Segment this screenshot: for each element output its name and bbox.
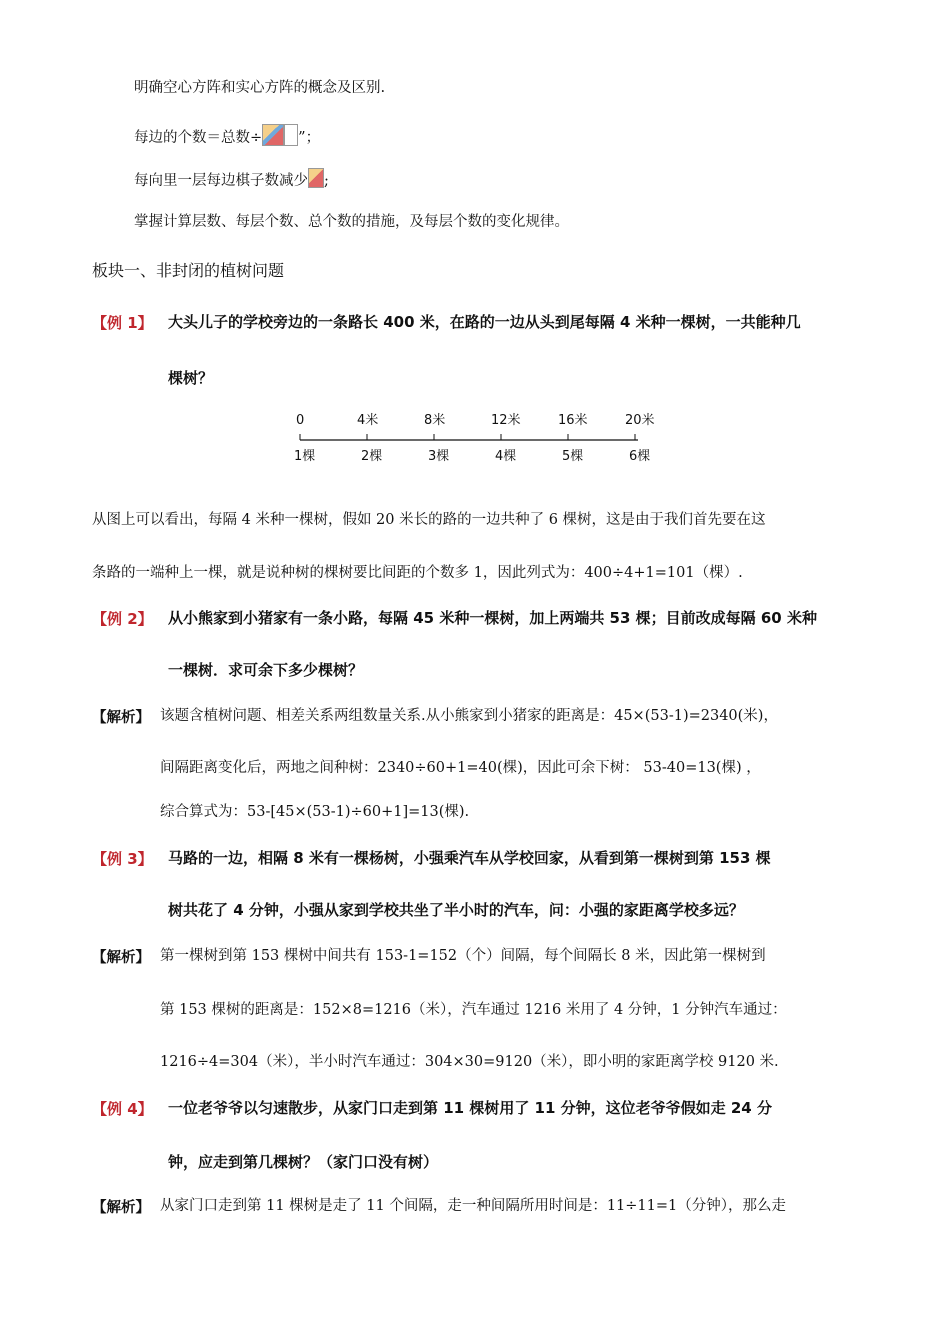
intro-line-4: 掌握计算层数、每层个数、总个数的措施，及每层个数的变化规律。 — [134, 214, 569, 230]
example-3-analysis-line-1: 第一棵树到第 153 棵树中间共有 153-1=152（个）间隔，每个间隔长 8 米，因此第一棵树到 — [160, 948, 766, 964]
example-4-analysis-tag: 【解析】 — [92, 1200, 150, 1216]
example-3-line-1: 马路的一边，相隔 8 米有一棵杨树，小强乘汽车从学校回家，从看到第一棵树到第 153 棵 — [168, 849, 771, 867]
tree-count-label: 5棵 — [562, 449, 584, 464]
distance-label: 4米 — [357, 413, 379, 428]
example-4-tag: 【例 4】 — [92, 1100, 153, 1118]
example-2-tag: 【例 2】 — [92, 610, 153, 628]
example-2-analysis-tag: 【解析】 — [92, 710, 150, 726]
example-4-line-2: 钟，应走到第几棵树？（家门口没有树） — [168, 1153, 439, 1171]
intro-line-2-text: 每边的个数＝总数÷ — [134, 130, 263, 146]
example-3-analysis-line-2: 第 153 棵树的距离是：152×8=1216（米），汽车通过 1216 米用了 4 分钟，1 分钟汽车通过： — [160, 1002, 787, 1018]
example-1-line-2: 棵树？ — [168, 369, 214, 387]
example-2-analysis-line-2: 间隔距离变化后，两地之间种树：2340÷60+1=40(棵)，因此可余下树： 53-40=13(棵) ， — [160, 760, 761, 776]
example-2-line-2: 一棵树．求可余下多少棵树？ — [168, 661, 364, 679]
intro-line-1: 明确空心方阵和实心方阵的概念及区别. — [134, 80, 386, 96]
image-placeholder-box — [284, 124, 298, 146]
distance-label: 16米 — [558, 413, 588, 428]
distance-label: 12米 — [491, 413, 521, 428]
example-1-tag: 【例 1】 — [92, 314, 153, 332]
broken-image-icon — [308, 168, 324, 188]
tree-count-label: 3棵 — [428, 449, 450, 464]
tree-count-label: 2棵 — [361, 449, 383, 464]
example-4-analysis-line-1: 从家门口走到第 11 棵树是走了 11 个间隔，走一种间隔所用时间是：11÷11=1（分钟），那么走 — [160, 1198, 787, 1214]
intro-line-3 — [134, 168, 329, 191]
example-2-analysis-line-1: 该题含植树问题、相差关系两组数量关系.从小熊家到小猪家的距离是：45×(53-1)=2340(米)， — [160, 708, 778, 724]
example-2-line-1: 从小熊家到小猪家有一条小路，每隔 45 米种一棵树，加上两端共 53 棵；目前改成每隔 60 米种 — [168, 609, 817, 627]
example-3-line-2: 树共花了 4 分钟，小强从家到学校共坐了半小时的汽车，问：小强的家距离学校多远？ — [168, 901, 744, 919]
section-title: 板块一、非封闭的植树问题 — [92, 261, 285, 280]
intro-line-2 — [134, 124, 320, 148]
example-3-tag: 【例 3】 — [92, 850, 153, 868]
intro-line-3-tail: ; — [324, 173, 329, 189]
tree-count-label: 6棵 — [629, 449, 651, 464]
intro-line-3-text: 每向里一层每边棋子数减少 — [134, 173, 308, 189]
distance-label: 8米 — [424, 413, 446, 428]
example-1-line-1: 大头儿子的学校旁边的一条路长 400 米，在路的一边从头到尾每隔 4 米种一棵树，一共能种几 — [168, 313, 801, 331]
example-3-analysis-tag: 【解析】 — [92, 950, 150, 966]
example-1-solution-line-1: 从图上可以看出，每隔 4 米种一棵树，假如 20 米长的路的一边共种了 6 棵树，这是由于我们首先要在这 — [92, 512, 766, 528]
tree-count-label: 1棵 — [294, 449, 316, 464]
distance-label: 0 — [296, 413, 305, 428]
intro-line-2-tail: ”； — [298, 130, 321, 146]
broken-image-icon — [262, 124, 284, 146]
distance-label: 20米 — [625, 413, 655, 428]
example-1-solution-line-2: 条路的一端种上一棵，就是说种树的棵树要比间距的个数多 1，因此列式为：400÷4+1=101（棵）. — [92, 565, 743, 581]
example-2-analysis-line-3: 综合算式为：53-[45×(53-1)÷60+1]=13(棵). — [160, 804, 470, 820]
example-3-analysis-line-3: 1216÷4=304（米），半小时汽车通过：304×30=9120（米），即小明的家距离学校 9120 米. — [160, 1054, 779, 1070]
tree-count-label: 4棵 — [495, 449, 517, 464]
example-4-line-1: 一位老爷爷以匀速散步，从家门口走到第 11 棵树用了 11 分钟，这位老爷爷假如走 24 分 — [168, 1099, 772, 1117]
tree-number-line-diagram — [290, 408, 660, 468]
